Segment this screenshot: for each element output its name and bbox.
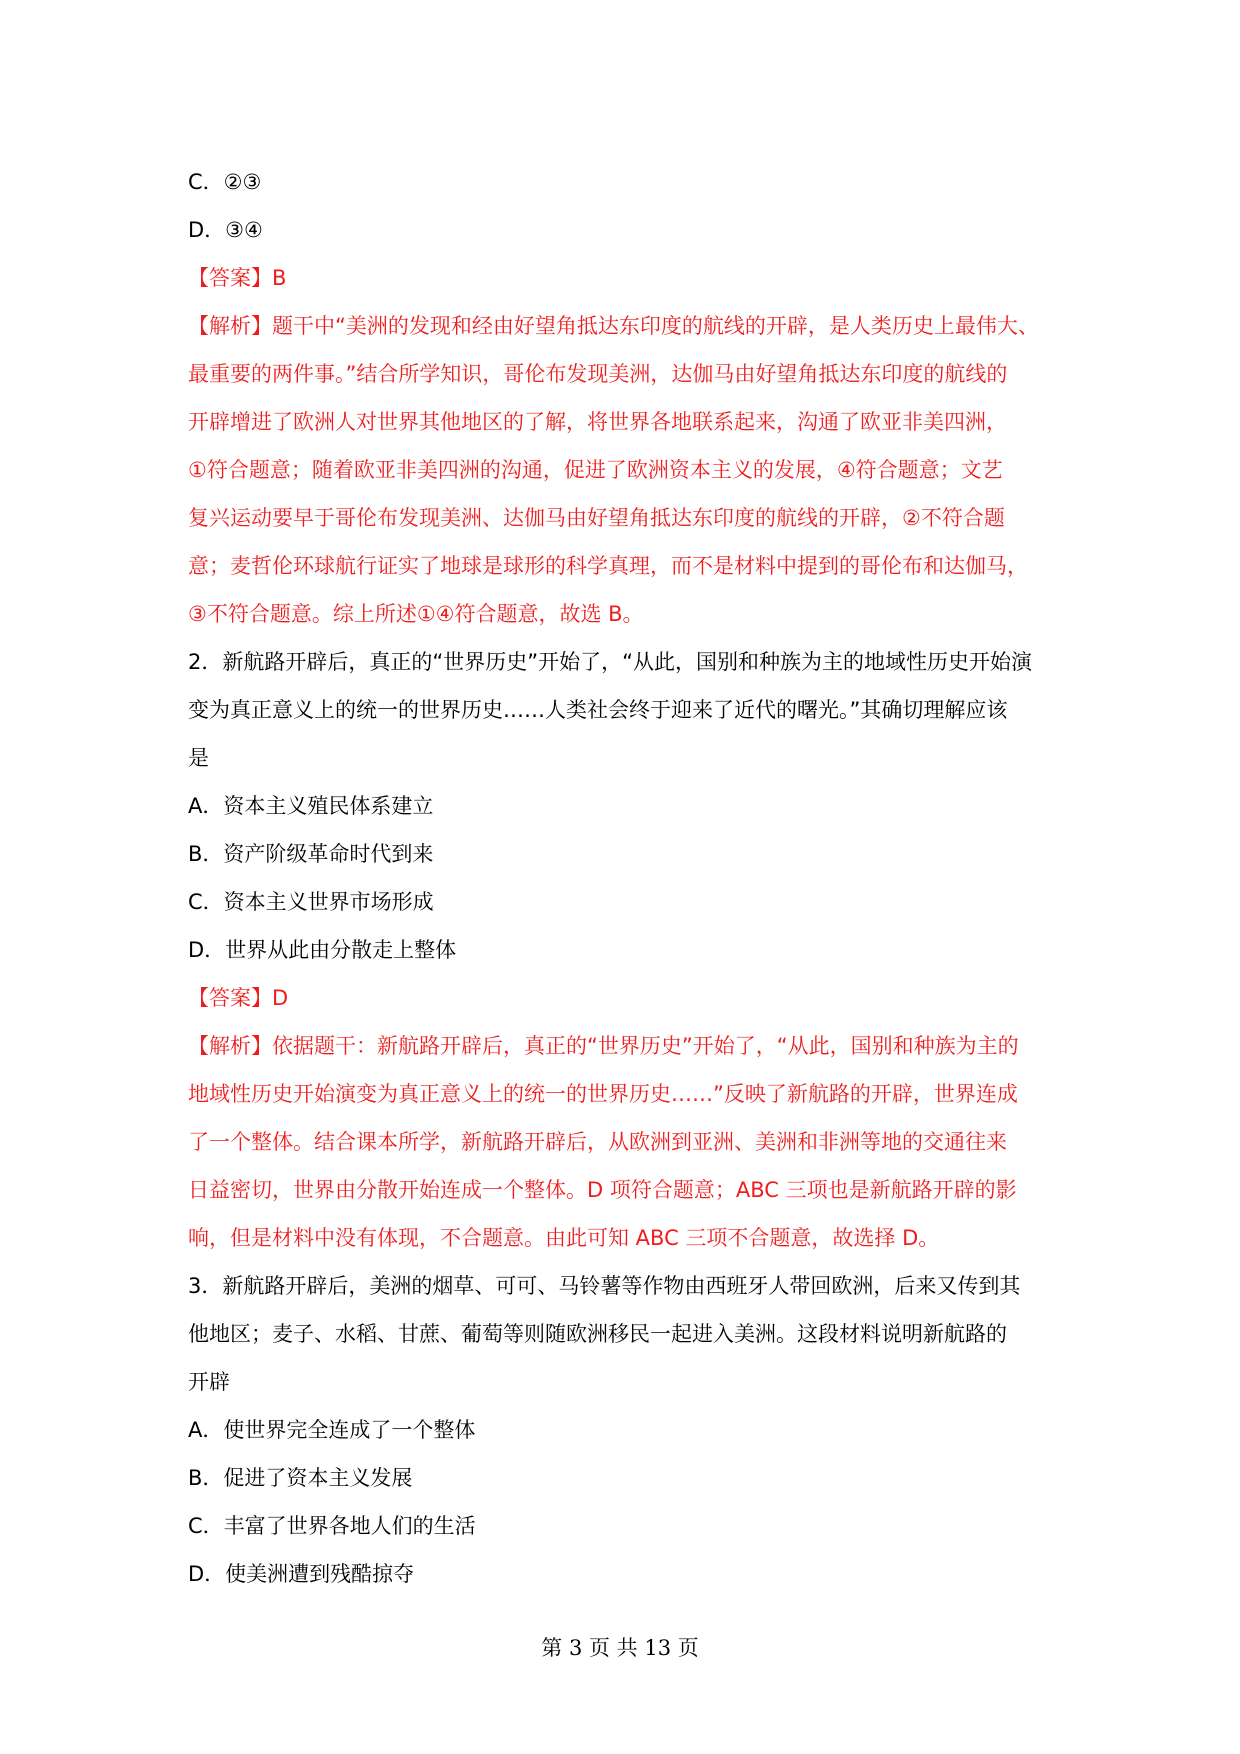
q2-option-d: D．世界从此由分散走上整体 [188, 938, 457, 962]
q3-stem-line: 3．新航路开辟后，美洲的烟草、可可、马铃薯等作物由西班牙人带回欧洲，后来又传到其 [188, 1274, 1021, 1298]
q2-stem-line: 变为真正意义上的统一的世界历史……人类社会终于迎来了近代的曙光。”其确切理解应该 [188, 698, 1008, 722]
q1-analysis-line: 复兴运动要早于哥伦布发现美洲、达伽马由好望角抵达东印度的航线的开辟，②不符合题 [188, 506, 1005, 530]
answer-tag: 【答案】 [188, 266, 272, 290]
q2-analysis-line: 地域性历史开始演变为真正意义上的统一的世界历史……”反映了新航路的开辟，世界连成 [188, 1082, 1018, 1106]
answer-value: D [272, 986, 289, 1010]
q3-option-b: B．促进了资本主义发展 [188, 1466, 413, 1490]
q2-analysis-line: 响，但是材料中没有体现，不合题意。由此可知 ABC 三项不合题意，故选择 D。 [188, 1226, 940, 1250]
q1-option-d: D．③④ [188, 218, 263, 242]
page-content [188, 158, 1068, 1598]
q3-option-c: C．丰富了世界各地人们的生活 [188, 1514, 476, 1538]
analysis-text: 依据题干：新航路开辟后，真正的“世界历史”开始了，“从此，国别和种族为主的 [272, 1034, 1019, 1058]
q1-analysis-line: 最重要的两件事。”结合所学知识，哥伦布发现美洲，达伽马由好望角抵达东印度的航线的 [188, 362, 1008, 386]
q2-stem-line: 2．新航路开辟后，真正的“世界历史”开始了，“从此，国别和种族为主的地域性历史开始演 [188, 650, 1032, 674]
q1-analysis-line [188, 302, 1068, 350]
q2-answer [188, 974, 1068, 1022]
answer-tag: 【答案】 [188, 986, 272, 1010]
q2-option-a: A．资本主义殖民体系建立 [188, 794, 434, 818]
q2-analysis-line [188, 1022, 1068, 1070]
q3-stem-line: 他地区；麦子、水稻、甘蔗、葡萄等则随欧洲移民一起进入美洲。这段材料说明新航路的 [188, 1322, 1007, 1346]
q2-option-b: B．资产阶级革命时代到来 [188, 842, 434, 866]
analysis-tag: 【解析】 [188, 1034, 272, 1058]
q1-analysis-line: ①符合题意；随着欧亚非美四洲的沟通，促进了欧洲资本主义的发展，④符合题意；文艺 [188, 458, 1003, 482]
page-footer: 第 3 页 共 13 页 [541, 1636, 699, 1660]
q3-stem-line: 开辟 [188, 1370, 230, 1394]
analysis-tag: 【解析】 [188, 314, 272, 338]
analysis-text: 题干中“美洲的发现和经由好望角抵达东印度的航线的开辟，是人类历史上最伟大、 [272, 314, 1039, 338]
q3-option-d: D．使美洲遭到残酷掠夺 [188, 1562, 415, 1586]
q2-option-c: C．资本主义世界市场形成 [188, 890, 434, 914]
q1-analysis-line: ③不符合题意。综上所述①④符合题意，故选 B。 [188, 602, 644, 626]
q2-analysis-line: 了一个整体。结合课本所学，新航路开辟后，从欧洲到亚洲、美洲和非洲等地的交通往来 [188, 1130, 1007, 1154]
q2-stem-line: 是 [188, 746, 209, 770]
q3-option-a: A．使世界完全连成了一个整体 [188, 1418, 476, 1442]
q1-analysis-line: 意；麦哲伦环球航行证实了地球是球形的科学真理，而不是材料中提到的哥伦布和达伽马， [188, 554, 1028, 578]
q1-analysis-line: 开辟增进了欧洲人对世界其他地区的了解，将世界各地联系起来，沟通了欧亚非美四洲， [188, 410, 1007, 434]
q1-option-c: C．②③ [188, 170, 262, 194]
q2-analysis-line: 日益密切，世界由分散开始连成一个整体。D 项符合题意；ABC 三项也是新航路开辟的影 [188, 1178, 1017, 1202]
q1-answer [188, 254, 1068, 302]
answer-value: B [272, 266, 287, 290]
